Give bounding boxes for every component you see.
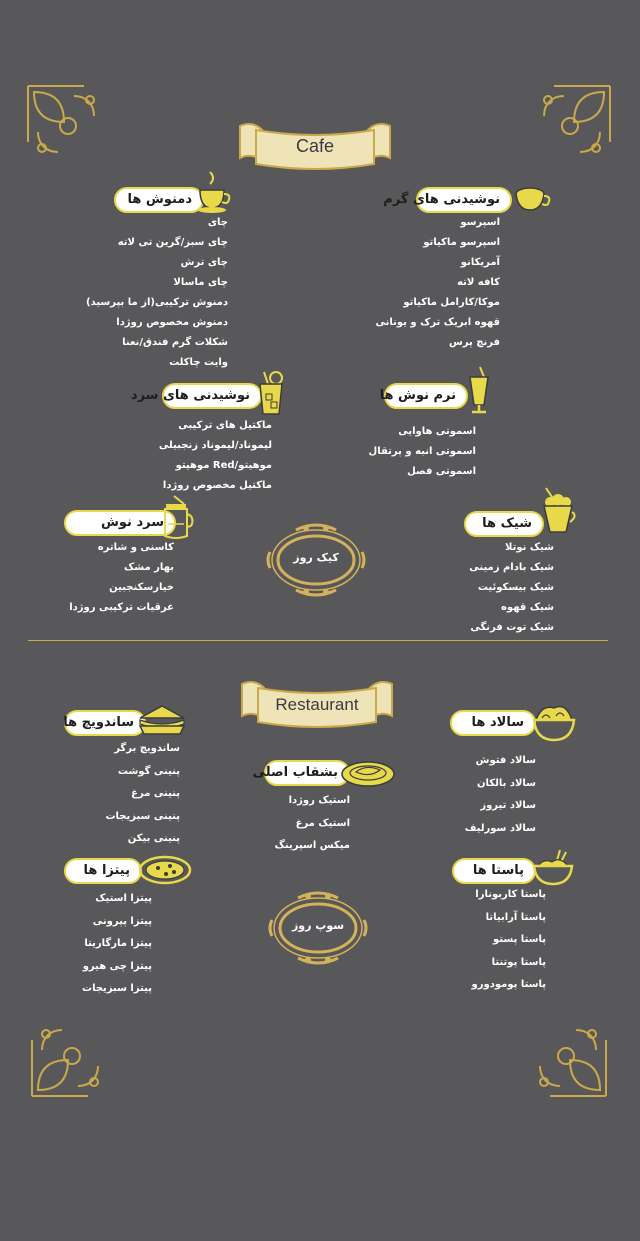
- restaurant-banner: [236, 676, 398, 732]
- corner-ornament-top-right-icon: [534, 82, 614, 162]
- list-item: پنینی سبزیجات: [105, 810, 180, 822]
- coffee-cup-icon: [512, 180, 552, 214]
- category-pizza: پیتزا ها: [64, 858, 142, 884]
- soup-of-day-frame: [268, 890, 368, 966]
- list-item: سالاد فتوش: [475, 755, 536, 766]
- sandwich-icon: [138, 704, 186, 738]
- cafe-banner: [234, 118, 396, 174]
- list-sandwiches: [105, 738, 180, 851]
- list-cold-brew: [69, 538, 174, 618]
- list-item: میکس اسپرینگ: [274, 840, 350, 851]
- category-salads: سالاد ها: [450, 710, 536, 736]
- cake-of-day-label: کیک روز: [293, 551, 339, 564]
- cafe-title: Cafe: [295, 136, 335, 156]
- list-item: شیک قهوه: [501, 602, 554, 613]
- section-divider: [28, 640, 608, 641]
- category-pasta: پاستا ها: [452, 858, 536, 884]
- category-cold-drinks: نوشیدنی های سرد: [162, 383, 262, 409]
- category-shakes: شیک ها: [464, 511, 544, 537]
- list-item: پنینی گوشت: [117, 765, 180, 777]
- list-item: پیتزا پپرونی: [92, 915, 152, 927]
- list-item: اسموتی انبه و پرتقال: [368, 446, 476, 457]
- list-item: پاستا پستو: [493, 934, 546, 945]
- list-item: پیتزا چی هیرو: [82, 960, 152, 972]
- category-infusions: دمنوش ها: [114, 187, 204, 213]
- list-item: اسموتی هاوایی: [398, 426, 476, 437]
- list-main-dish: [275, 790, 350, 858]
- list-pizza: [82, 888, 152, 1001]
- list-item: قهوه ابریک ترک و یونانی: [375, 317, 500, 328]
- list-item: شیک بادام زمینی: [469, 562, 554, 573]
- milkshake-icon: [538, 486, 578, 538]
- list-item: پاستا پومودورو: [471, 979, 546, 990]
- corner-ornament-bottom-right-icon: [530, 1020, 610, 1100]
- corner-ornament-bottom-left-icon: [28, 1020, 108, 1100]
- list-item: شیک بیسکوئیت: [477, 582, 554, 593]
- list-shakes: [469, 538, 554, 638]
- list-item: ساندویچ برگر: [114, 743, 180, 754]
- list-item: چای: [207, 217, 228, 228]
- list-item: سالاد بالکان: [476, 777, 536, 789]
- list-item: بهار مشک: [124, 562, 174, 573]
- list-item: استیک مرغ: [295, 817, 350, 829]
- list-item: چای سبز/گرین تی لاته: [117, 237, 228, 248]
- list-item: خیارسکنجبین: [109, 582, 174, 593]
- list-item: اسپرسو ماکیاتو: [423, 237, 500, 248]
- list-soft-drinks: [369, 422, 476, 482]
- list-cold-drinks: [159, 416, 272, 496]
- list-infusions: [86, 213, 228, 373]
- list-item: شکلات گرم فندق/نعنا: [122, 337, 228, 348]
- mason-jar-icon: [160, 494, 196, 540]
- list-item: پنینی مرغ: [131, 788, 180, 799]
- list-item: اسموتی فصل: [407, 466, 476, 477]
- list-item: سالاد سورلیف: [464, 822, 536, 834]
- category-sandwiches: ساندویچ ها: [64, 710, 146, 736]
- list-item: عرقیات ترکیبی روژدا: [69, 602, 174, 613]
- list-item: ماکتیل های ترکیبی: [178, 420, 272, 431]
- salad-bowl-icon: [530, 700, 578, 744]
- list-item: لیموناد/لیموناد زنجبیلی: [158, 440, 272, 451]
- list-item: استیک روژدا: [288, 795, 350, 806]
- list-item: پیتزا مارگاریتا: [84, 938, 152, 949]
- list-pasta: [472, 884, 546, 997]
- list-item: پیتزا سبزیجات: [82, 983, 152, 994]
- list-item: آمریکانو: [460, 257, 500, 268]
- list-item: پنینی بیکن: [127, 833, 180, 844]
- category-main-dish: بشقاب اصلی: [264, 760, 350, 786]
- category-hot-drinks: نوشیدنی های گرم: [416, 187, 512, 213]
- list-item: کافه لاته: [457, 277, 500, 288]
- list-item: شیک نوتلا: [504, 542, 554, 553]
- list-item: اسپرسو: [460, 217, 500, 228]
- restaurant-title: Restaurant: [275, 695, 359, 714]
- list-item: کاسنی و شاتره: [97, 542, 174, 553]
- list-salads: [465, 750, 536, 840]
- list-item: پاستا کاربونارا: [475, 889, 546, 900]
- list-item: شیک توت فرنگی: [470, 622, 554, 633]
- list-item: سالاد تیروز: [480, 800, 536, 811]
- soup-of-day-label: سوپ روز: [291, 919, 345, 932]
- list-item: دمنوش مخصوص روژدا: [116, 317, 228, 328]
- list-item: ماکتیل مخصوص روژدا: [162, 480, 272, 491]
- pasta-bowl-icon: [530, 848, 576, 888]
- pizza-icon: [138, 852, 192, 886]
- list-item: دمنوش ترکیبی(از ما بپرسید): [85, 297, 228, 308]
- list-item: وایت چاکلت: [169, 357, 228, 368]
- list-item: پاستا آرابیاتا: [485, 911, 546, 923]
- tea-cup-icon: [196, 170, 232, 214]
- list-item: پاستا پوتنتا: [491, 956, 546, 968]
- corner-ornament-top-left-icon: [24, 82, 104, 162]
- list-item: موکا/کارامل ماکیاتو: [403, 297, 500, 308]
- cake-of-day-frame: [266, 522, 366, 598]
- list-item: چای ماسالا: [173, 277, 228, 288]
- list-item: پیتزا استیک: [95, 893, 152, 904]
- category-cold-brew: سرد نوش: [64, 510, 176, 536]
- list-item: موهیتو/Red موهیتو: [175, 460, 272, 471]
- iced-drink-icon: [256, 370, 286, 416]
- list-hot-drinks: [376, 213, 500, 353]
- list-item: چای ترش: [180, 257, 228, 268]
- smoothie-glass-icon: [466, 365, 492, 415]
- category-soft-drinks: نرم نوش ها: [384, 383, 468, 409]
- list-item: فرنچ پرس: [449, 337, 500, 348]
- plate-icon: [340, 754, 396, 790]
